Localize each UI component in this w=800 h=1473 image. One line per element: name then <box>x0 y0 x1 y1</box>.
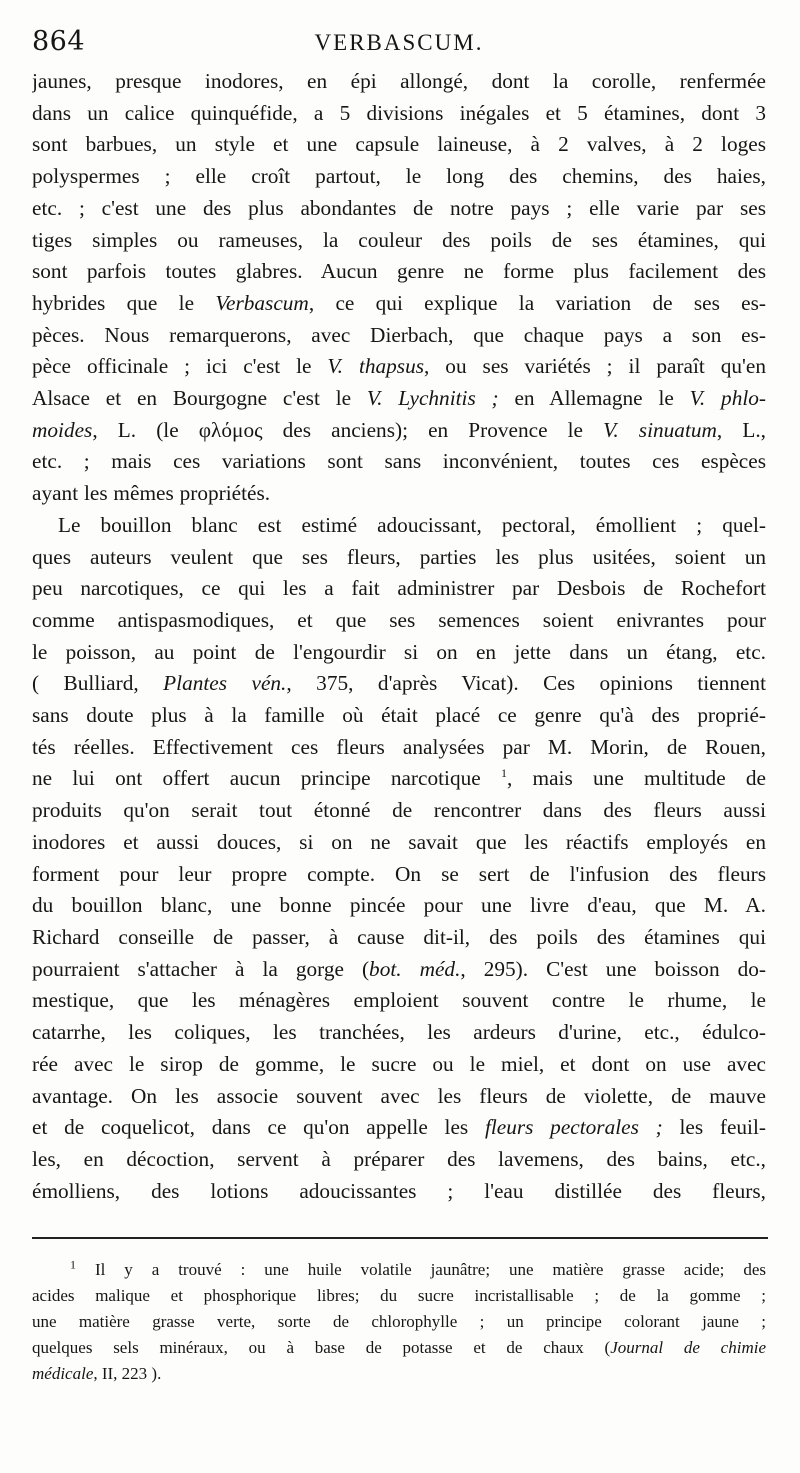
footnote-ref[interactable]: 1 <box>500 766 507 781</box>
text-line: polyspermes ; elle croît partout, le long des chemins, des haies, <box>32 164 766 189</box>
italic-term: médicale <box>32 1364 94 1384</box>
italic-term: Journal de chimie <box>610 1338 766 1358</box>
italic-term: V. phlo- <box>689 386 766 411</box>
text-line <box>32 763 766 795</box>
footnote-line <box>32 1361 766 1387</box>
paragraph-2 <box>32 510 766 1207</box>
text-run: , L. (le φλόμος des anciens); en Provence le <box>92 417 604 442</box>
text-line: produits qu'on serait tout étonné de rencontrer dans des fleurs aussi <box>32 798 766 823</box>
text-run: , ce qui explique la variation de ses es- <box>308 290 766 315</box>
text-line: comme antispasmodiques, et que ses semences soient enivrantes pour <box>32 607 766 632</box>
running-head <box>32 20 766 60</box>
text-line <box>32 954 766 986</box>
text-run: , 375, d'après Vicat). Ces opinions tiennent <box>286 671 766 696</box>
italic-term: fleurs pectorales ; <box>484 1115 663 1140</box>
running-title: VERBASCUM. <box>314 30 484 55</box>
text-run: en Allemagne le <box>498 386 690 411</box>
text-line: tiges simples ou rameuses, la couleur des poils de ses étamines, qui <box>32 227 766 252</box>
text-line: dans un calice quinquéfide, a 5 divisions inégales et 5 étamines, dont 3 <box>32 100 766 125</box>
text-line: inodores et aussi douces, si on ne savait que les réactifs employés en <box>32 829 766 854</box>
italic-term: Plantes vén. <box>163 671 287 696</box>
text-run: et de coquelicot, dans ce qu'on appelle les <box>32 1115 485 1140</box>
italic-term: bot. méd. <box>369 956 461 981</box>
text-line: mestique, que les ménagères emploient souvent contre le rhume, le <box>32 988 766 1013</box>
italic-term: Verbascum <box>215 290 309 315</box>
text-run: , L., <box>716 417 766 442</box>
page-number: 864 <box>32 26 86 57</box>
italic-term: moides <box>32 417 93 442</box>
text-run: les feuil- <box>662 1115 766 1140</box>
text-line <box>32 1112 766 1144</box>
text-run: ( Bulliard, <box>32 671 164 696</box>
text-run: ne lui ont offert aucun principe narcotique <box>32 766 501 791</box>
text-line: ayant les mêmes propriétés. <box>32 481 271 506</box>
italic-term: V. Lychnitis ; <box>366 386 499 411</box>
text-line: émolliens, des lotions adoucissantes ; l'eau distillée des fleurs, <box>32 1178 766 1203</box>
text-line <box>32 288 766 320</box>
text-run: , ou ses variétés ; il paraît qu'en <box>424 354 766 379</box>
text-line: catarrhe, les coliques, les tranchées, les ardeurs d'urine, etc., édulco- <box>32 1020 766 1045</box>
text-run: , mais une multitude de <box>506 766 766 791</box>
main-text <box>32 66 766 1207</box>
text-run: quelques sels minéraux, ou à base de potasse et de chaux ( <box>32 1338 611 1358</box>
text-line: le poisson, au point de l'engourdir si on en jette dans un étang, etc. <box>32 639 766 664</box>
paragraph-1 <box>32 66 766 510</box>
italic-term: V. thapsus <box>327 354 425 379</box>
text-line <box>32 383 766 415</box>
text-line: jaunes, presque inodores, en épi allongé, dont la corolle, renfermée <box>32 69 766 93</box>
text-line: sont parfois toutes glabres. Aucun genre ne forme plus facilement des <box>32 259 766 284</box>
footnote-divider <box>32 1237 768 1239</box>
text-line: les, en décoction, servent à préparer des lavemens, des bains, etc., <box>32 1146 766 1171</box>
text-line: etc. ; mais ces variations sont sans inconvénient, toutes ces espèces <box>32 449 766 474</box>
footnote-line: acides malique et phosphorique libres; du sucre incristallisable ; de la gomme ; <box>32 1286 766 1306</box>
text-line: Le bouillon blanc est estimé adoucissant, pectoral, émollient ; quel- <box>58 512 766 537</box>
text-line: sans doute plus à la famille où était placé ce genre qu'à des proprié- <box>32 703 766 728</box>
text-line: ques auteurs veulent que ses fleurs, parties les plus usitées, soient un <box>32 544 766 569</box>
footnote-line <box>32 1335 766 1361</box>
text-line <box>32 415 766 447</box>
text-line: forment pour leur propre compte. On se sert de l'infusion des fleurs <box>32 861 766 886</box>
footnote <box>32 1257 766 1387</box>
text-line <box>32 668 766 700</box>
text-line: peu narcotiques, ce qui les a fait administrer par Desbois de Rochefort <box>32 576 766 601</box>
text-line <box>32 351 766 383</box>
text-line: tés réelles. Effectivement ces fleurs analysées par M. Morin, de Rouen, <box>32 734 766 759</box>
text-run: hybrides que le <box>32 290 216 315</box>
footnote-line: une matière grasse verte, sorte de chlorophylle ; un principe colorant jaune ; <box>32 1312 766 1332</box>
text-run: , II, 223 ). <box>93 1364 162 1384</box>
text-line: etc. ; c'est une des plus abondantes de notre pays ; elle varie par ses <box>32 195 766 220</box>
italic-term: V. sinuatum <box>603 417 717 442</box>
text-line: rée avec le sirop de gomme, le sucre ou le miel, et dont on use avec <box>32 1051 766 1076</box>
text-line: avantage. On les associe souvent avec les fleurs de violette, de mauve <box>32 1083 766 1108</box>
text-line: pèces. Nous remarquerons, avec Dierbach, que chaque pays a son es- <box>32 322 766 347</box>
footnote-marker: 1 <box>70 1257 76 1272</box>
text-run: pèce officinale ; ici c'est le <box>32 354 328 379</box>
text-run: , 295). C'est une boisson do- <box>460 956 766 981</box>
text-run: Alsace et en Bourgogne c'est le <box>32 386 367 411</box>
text-line: Richard conseille de passer, à cause dit-il, des poils des étamines qui <box>32 924 766 949</box>
text-line: du bouillon blanc, une bonne pincée pour une livre d'eau, que M. A. <box>32 893 766 918</box>
text-run: pourraient s'attacher à la gorge ( <box>32 956 370 981</box>
text-run: Il y a trouvé : une huile volatile jaunâtre; une matière grasse acide; des <box>76 1260 766 1280</box>
footnote-line <box>32 1257 766 1283</box>
text-line: sont barbues, un style et une capsule laineuse, à 2 valves, à 2 loges <box>32 132 766 157</box>
